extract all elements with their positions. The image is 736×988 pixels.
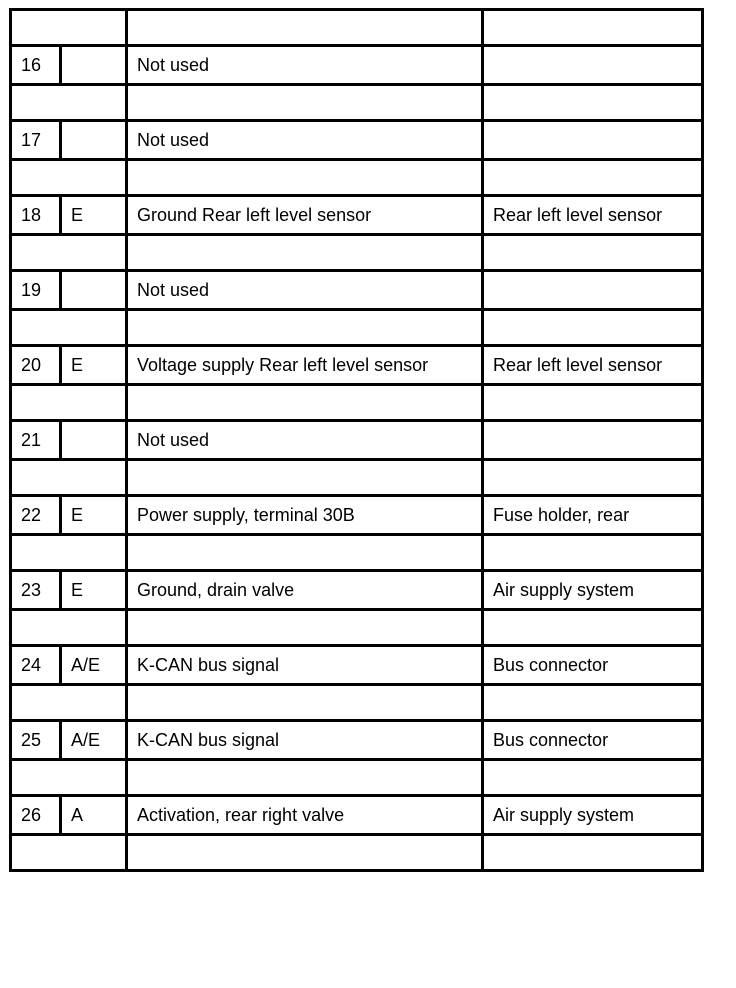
pin-number-cell: 19 [11, 271, 61, 310]
description-cell: Ground, drain valve [127, 571, 483, 610]
signal-type-cell [61, 121, 127, 160]
component-cell: Rear left level sensor [483, 196, 703, 235]
empty-cell [127, 85, 483, 121]
pin-number-cell: 18 [11, 196, 61, 235]
description-cell: K-CAN bus signal [127, 646, 483, 685]
description-cell: Not used [127, 421, 483, 460]
empty-cell [483, 235, 703, 271]
pin-number-cell: 25 [11, 721, 61, 760]
empty-cell [483, 835, 703, 871]
empty-cell [483, 685, 703, 721]
empty-cell [127, 385, 483, 421]
table-row [11, 271, 703, 310]
empty-cell [11, 235, 127, 271]
empty-cell [127, 685, 483, 721]
spacer-row [11, 760, 703, 796]
empty-cell [483, 460, 703, 496]
spacer-row [11, 610, 703, 646]
spacer-row [11, 535, 703, 571]
empty-cell [127, 760, 483, 796]
table-body [11, 10, 703, 871]
empty-cell [11, 685, 127, 721]
empty-cell [127, 610, 483, 646]
empty-cell [11, 460, 127, 496]
pin-number-cell: 23 [11, 571, 61, 610]
pin-number-cell: 20 [11, 346, 61, 385]
description-cell: Voltage supply Rear left level sensor [127, 346, 483, 385]
signal-type-cell [61, 271, 127, 310]
pin-assignment-table [9, 8, 704, 872]
empty-cell [11, 610, 127, 646]
empty-cell [11, 160, 127, 196]
description-cell: Not used [127, 46, 483, 85]
empty-cell [483, 10, 703, 46]
table-row [11, 796, 703, 835]
empty-cell [483, 535, 703, 571]
empty-cell [127, 835, 483, 871]
signal-type-cell: A/E [61, 646, 127, 685]
description-cell: Not used [127, 121, 483, 160]
pin-number-cell: 24 [11, 646, 61, 685]
description-cell: Activation, rear right valve [127, 796, 483, 835]
empty-cell [11, 835, 127, 871]
pin-number-cell: 22 [11, 496, 61, 535]
table-row [11, 646, 703, 685]
empty-cell [483, 385, 703, 421]
component-cell: Rear left level sensor [483, 346, 703, 385]
signal-type-cell: E [61, 571, 127, 610]
empty-cell [11, 535, 127, 571]
signal-type-cell: E [61, 496, 127, 535]
component-cell: Bus connector [483, 721, 703, 760]
spacer-row [11, 385, 703, 421]
pin-number-cell: 16 [11, 46, 61, 85]
signal-type-cell: E [61, 346, 127, 385]
pin-number-cell: 26 [11, 796, 61, 835]
spacer-row [11, 685, 703, 721]
empty-cell [11, 10, 127, 46]
empty-cell [127, 535, 483, 571]
table-row [11, 496, 703, 535]
spacer-row [11, 10, 703, 46]
component-cell: Air supply system [483, 571, 703, 610]
empty-cell [127, 10, 483, 46]
empty-cell [483, 85, 703, 121]
component-cell: Air supply system [483, 796, 703, 835]
empty-cell [11, 760, 127, 796]
table-row [11, 721, 703, 760]
description-cell: Power supply, terminal 30B [127, 496, 483, 535]
empty-cell [483, 760, 703, 796]
empty-cell [11, 310, 127, 346]
table-row [11, 571, 703, 610]
spacer-row [11, 235, 703, 271]
signal-type-cell [61, 46, 127, 85]
empty-cell [127, 460, 483, 496]
signal-type-cell [61, 421, 127, 460]
component-cell: Bus connector [483, 646, 703, 685]
signal-type-cell: A/E [61, 721, 127, 760]
table-row [11, 421, 703, 460]
component-cell: Fuse holder, rear [483, 496, 703, 535]
table-row [11, 46, 703, 85]
spacer-row [11, 460, 703, 496]
description-cell: Not used [127, 271, 483, 310]
pin-number-cell: 21 [11, 421, 61, 460]
empty-cell [11, 385, 127, 421]
signal-type-cell: A [61, 796, 127, 835]
empty-cell [127, 235, 483, 271]
empty-cell [11, 85, 127, 121]
component-cell [483, 271, 703, 310]
table-row [11, 121, 703, 160]
description-cell: K-CAN bus signal [127, 721, 483, 760]
pin-number-cell: 17 [11, 121, 61, 160]
empty-cell [127, 310, 483, 346]
empty-cell [127, 160, 483, 196]
spacer-row [11, 160, 703, 196]
component-cell [483, 421, 703, 460]
empty-cell [483, 610, 703, 646]
table-row [11, 346, 703, 385]
spacer-row [11, 835, 703, 871]
spacer-row [11, 310, 703, 346]
component-cell [483, 46, 703, 85]
spacer-row [11, 85, 703, 121]
description-cell: Ground Rear left level sensor [127, 196, 483, 235]
table-row [11, 196, 703, 235]
signal-type-cell: E [61, 196, 127, 235]
empty-cell [483, 310, 703, 346]
empty-cell [483, 160, 703, 196]
component-cell [483, 121, 703, 160]
